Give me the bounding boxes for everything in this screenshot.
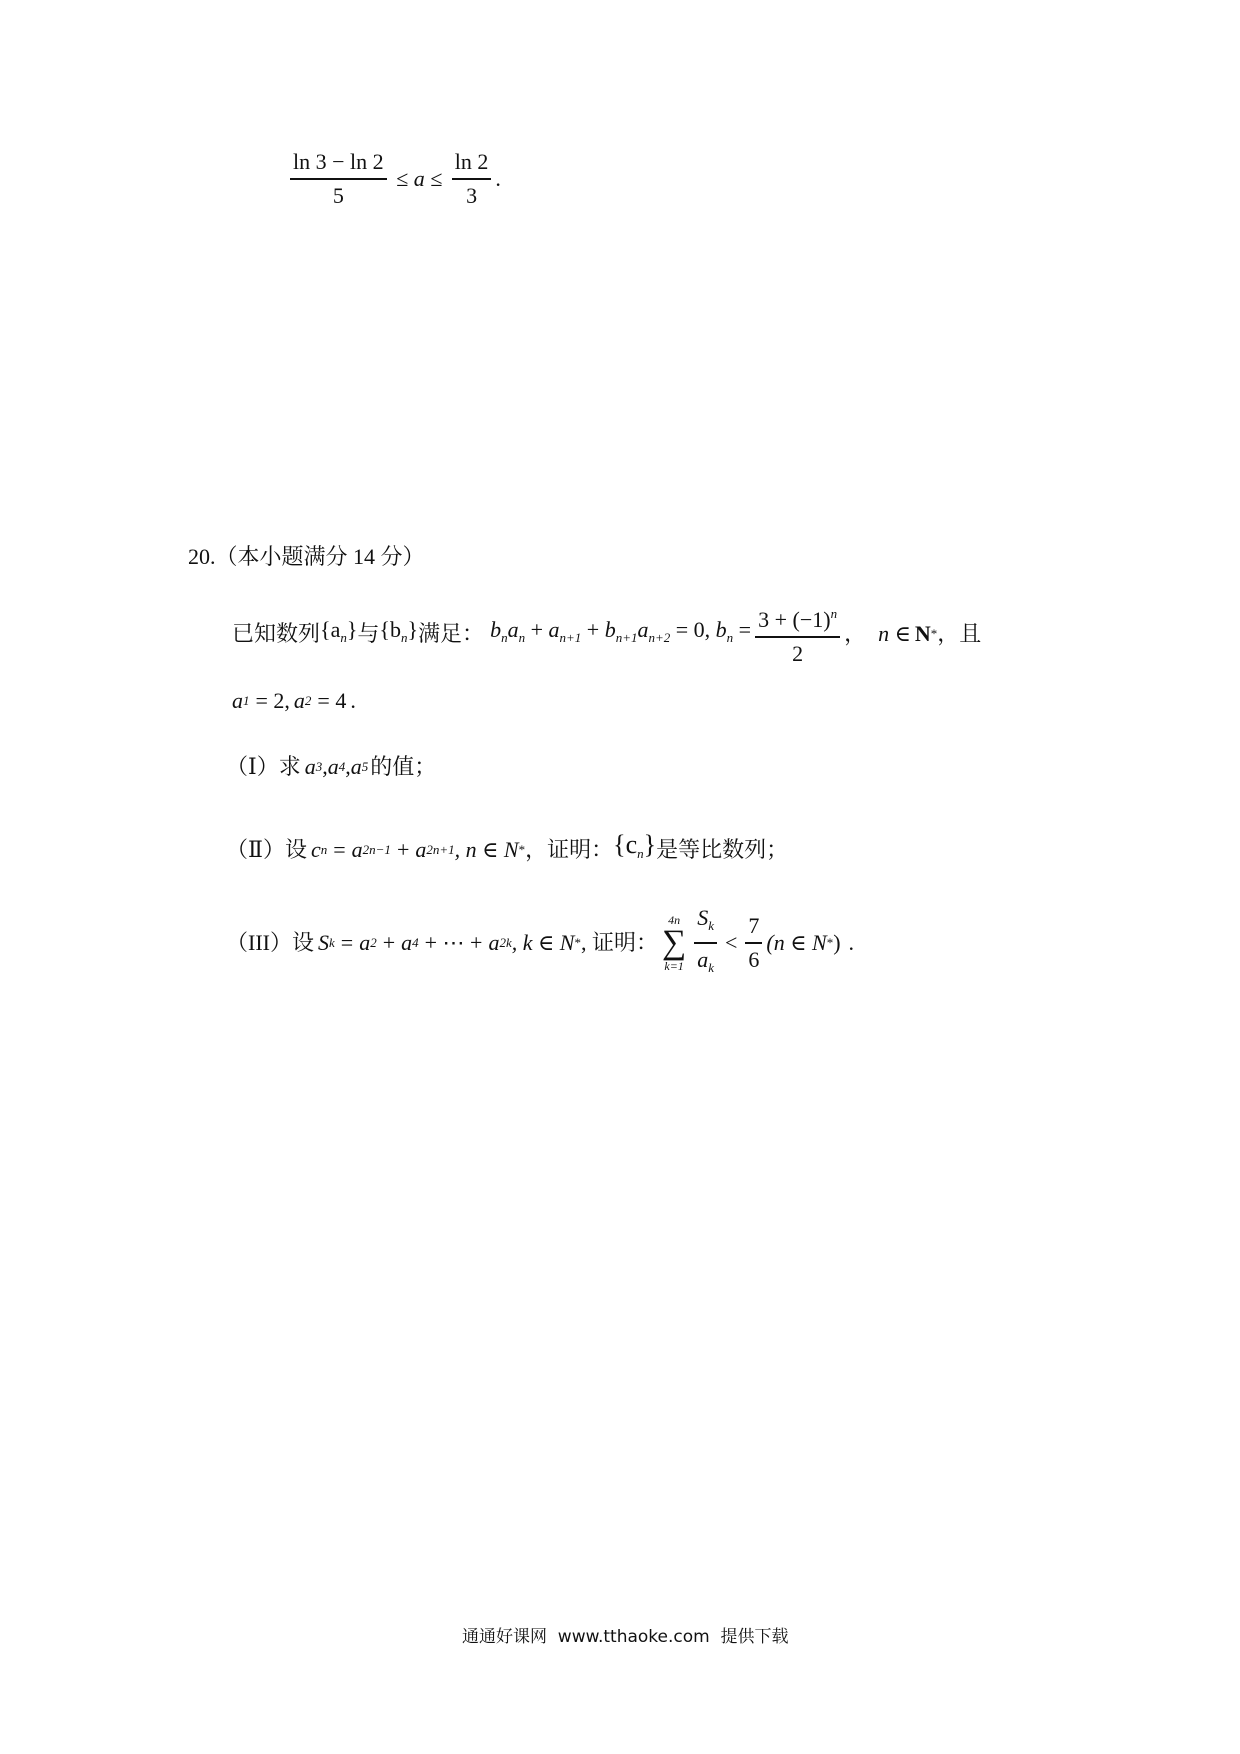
part-3: （III）设 S k = a 2 + a 4 + ⋯ + a 2k , k ∈ N * , 证明： 4n ∑ k=1 $\frac{S_k}{a_k}$ < $\frac{7}{6}$ (n ∈ N * ) . <box>226 908 854 978</box>
part-1: （Ⅰ）求 a 3 , a 4 , a 5 的值； <box>226 754 437 779</box>
problem-header: 20.（本小题满分 14 分） <box>188 544 425 569</box>
recurrence-formula: $b_na_n + a_{n+1} + b_{n+1}a_{n+2} = 0$, $b_n$ = <box>490 617 752 645</box>
fraction-numerator: ln 3 − ln 2 <box>290 148 387 180</box>
b-n-fraction: $\frac{3 + (-1)^n}{2}$ <box>755 600 840 668</box>
part-2: （Ⅱ）设 c n = a 2n−1 + a 2n+1 , n ∈ N * ，证明： $\{c_n\}$ 是等比数列； <box>226 830 789 862</box>
initial-values: a 1 = 2, a 2 = 4 . <box>232 688 356 713</box>
fraction-denominator: 5 <box>332 183 344 208</box>
footer-credit: 通通好课网 www.tthaoke.com 提供下载 <box>462 1627 789 1647</box>
inequality-middle: ≤ a ≤ <box>390 166 448 191</box>
fraction-7-over-6: $\frac{7}{6}$ <box>745 912 762 974</box>
fraction-S-over-a: $\frac{S_k}{a_k}$ <box>694 904 717 982</box>
summation: 4n ∑ k=1 <box>661 913 687 973</box>
prev-solution-inequality <box>286 148 501 210</box>
fraction-ln3-ln2-over-5 <box>290 148 387 210</box>
period: . <box>495 166 501 191</box>
problem-given: 已知数列 $\{a_n\}$ 与 $\{b_n\}$ 满足： $b_na_n + a_{n+1} + b_{n+1}a_{n+2} = 0$, $b_n$ = $\frac{3 + (-1)^n}{2}$ ， n ∈ N * ，且 <box>232 600 981 668</box>
fraction-ln2-over-3 <box>452 148 492 210</box>
fraction-denominator: 3 <box>466 183 478 208</box>
fraction-numerator: ln 2 <box>452 148 492 180</box>
